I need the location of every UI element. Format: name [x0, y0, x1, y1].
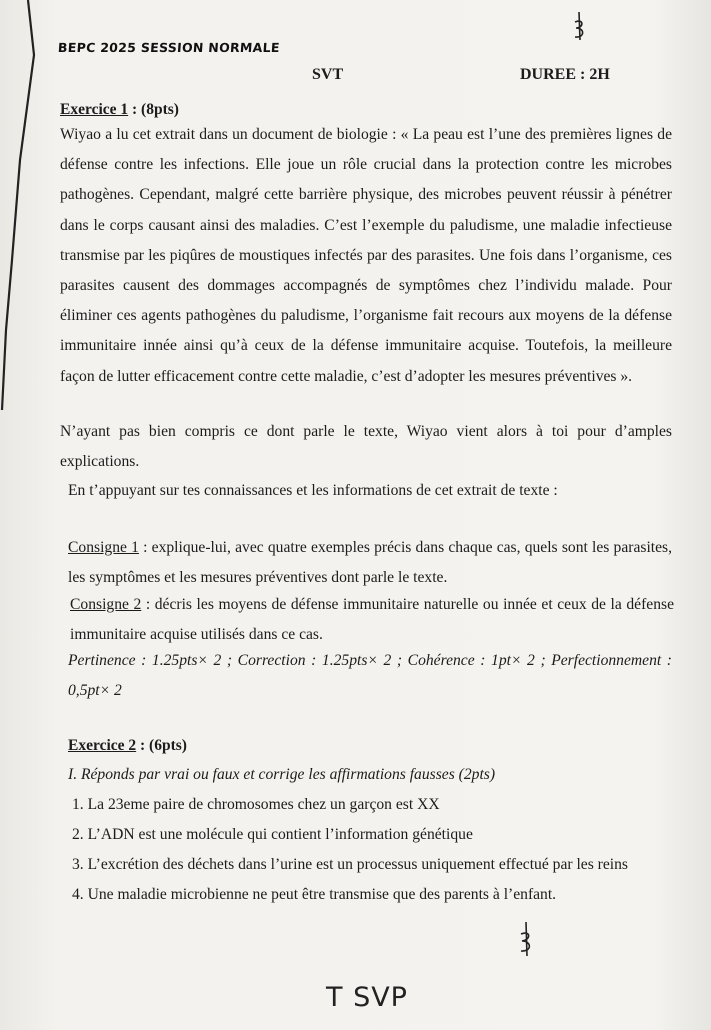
consigne-1 [68, 533, 672, 593]
exercise-2-title [68, 737, 187, 755]
left-edge-pen-mark [0, 0, 40, 420]
exercise-1-text: Wiyao a lu cet extrait dans un document de biologie : « La peau est l’une des premières lignes de défense contre les infections. Elle joue un rôle crucial dans la protection contre les microbes pathogènes. Cependant, malgré cette barrière physique, des microbes peuvent réussir à pénétrer dans le corps causant ainsi des maladies. C’est l’exemple du paludisme, une maladie infectieuse transmise par les piqûres de moustiques infectés par des parasites. Une fois dans l’organisme, ces parasites causent des dommages accompagnés de symptômes chez l’individu malade. Pour éliminer ces agents pathogènes du paludisme, l’organisme fait recours aux moyens de la défense immunitaire innée ainsi qu’à ceux de la défense immunitaire acquise. Toutefois, la meilleure façon de lutter efficacement contre cette maladie, c’est d’adopter les mesures préventives ». [60, 126, 672, 385]
exercise-1-title [60, 101, 179, 119]
consigne-1-text: : explique-lui, avec quatre exemples précis dans chaque cas, quels sont les parasites, les symptômes et les mesures préventives dont parle le texte. [68, 539, 673, 587]
exercise-2-instruction: I. Réponds par vrai ou faux et corrige les affirmations fausses (2pts) [68, 766, 496, 783]
statement-1: 1. La 23eme paire de chromosomes chez un garçon est XX [72, 796, 440, 813]
exercise-1-instruction: En t’appuyant sur tes connaissances et les informations de cet extrait de texte : [68, 482, 558, 499]
duration-label: DUREE : 2H [520, 66, 610, 83]
exercise-1-request: N’ayant pas bien compris ce dont parle le texte, Wiyao vient alors à toi pour d’amples explications. [60, 423, 672, 471]
statement-3: 3. L’excrétion des déchets dans l’urine est un processus uniquement effectué par les reins [72, 856, 628, 873]
signature-top [570, 10, 590, 44]
grading-criteria: Pertinence : 1.25pts× 2 ; Correction : 1.25pts× 2 ; Cohérence : 1pt× 2 ; Perfectionnement : 0,5pt× 2 [68, 652, 672, 700]
statement-2: 2. L’ADN est une molécule qui contient l’information génétique [72, 826, 473, 843]
consigne-1-label: Consigne 1 [68, 539, 139, 556]
exercise-2-label: Exercice 2 [68, 737, 137, 754]
consigne-2 [70, 590, 674, 650]
exercise-1-points: : (8pts) [128, 101, 179, 118]
consigne-2-label: Consigne 2 [70, 596, 142, 613]
statement-4: 4. Une maladie microbienne ne peut être transmise que des parents à l’enfant. [72, 886, 557, 903]
exercise-2-points: : (6pts) [136, 737, 187, 754]
exercise-1-label: Exercice 1 [60, 101, 129, 118]
exam-session-header: BEPC 2025 SESSION NORMALE [57, 40, 281, 55]
subject-label: SVT [312, 66, 344, 83]
turn-page-note: T SVP [326, 982, 408, 1013]
consigne-2-text: : décris les moyens de défense immunitaire naturelle ou innée et ceux de la défense immunitaire acquise utilisés dans ce cas. [70, 596, 674, 644]
signature-bottom [516, 920, 538, 960]
